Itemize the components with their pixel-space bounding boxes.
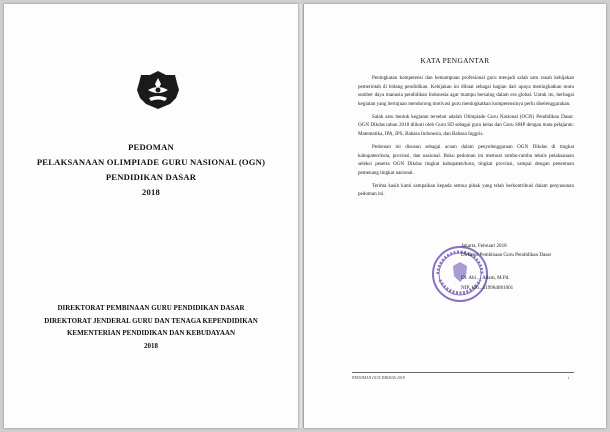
signer-nip: NIP. 196...519984081001 [461, 284, 514, 291]
cover-title-line: 2018 [142, 187, 160, 197]
preface-body [358, 74, 574, 203]
preface-paragraph: Pedoman ini disusun sebagai acuan dalam penyelenggaraan OGN Dikdas di tingkat kabupaten/kota, provinsi, dan nasional. Buku pedoman ini memuat rambu-rambu teknis pelaksanaan seleksi peserta OGN Dikdas tingkat kabupaten/kota, tingkat provinsi, sampai dengan penentuan pemenang tingkat nasional. [358, 143, 574, 176]
preface-page [304, 4, 606, 428]
publisher-line: 2018 [144, 341, 158, 350]
cover-page [4, 4, 298, 428]
preface-heading: KATA PENGANTAR [420, 56, 490, 65]
publisher-line: DIREKTORAT PEMBINAAN GURU PENDIDIKAN DASAR [57, 304, 245, 312]
cover-title-line: PEDOMAN [128, 142, 174, 152]
signature-block [461, 242, 571, 293]
preface-paragraph: Peningkatan kompetensi dan kemampuan profesional guru menjadi salah satu ranah kebijakan pemerintah di bidang pendidikan. Kebijakan ini dibuat sebagai bagian dari upaya meningkatkan mutu sumber daya manusia pendidikan Indonesia agar mampu bersaing dalam era global. Untuk itu, berbagai kegiatan yang bertujuan mendorong motivasi guru meningkatkan kompetensinya perlu diselenggarakan. [358, 75, 574, 107]
cover-publisher [4, 302, 298, 352]
cover-title [4, 140, 298, 200]
cover-title-line: PELAKSANAAN OLIMPIADE GURU NASIONAL (OGN) [36, 157, 266, 167]
preface-paragraph: Salah satu bentuk kegiatan tersebut adalah Olimpiade Guru Nasional (OGN) Pendidikan Dasar. OGN Dikdas tahun 2018 diikuti oleh Guru SD sebagai guru kelas dan Guru SMP dengan mata pelajaran: Matematika, IPA, IPS, Bahasa Indonesia, dan Bahasa Inggris. [358, 113, 574, 137]
cover-title-line: PENDIDIKAN DASAR [105, 172, 197, 182]
publisher-line: KEMENTERIAN PENDIDIKAN DAN KEBUDAYAAN [66, 329, 236, 337]
preface-paragraph: Terima kasih kami sampaikan kepada semua pihak yang telah berkontribusi dalam penyusunan pedoman ini. [358, 182, 574, 198]
footer-divider [352, 372, 574, 373]
signer-position: Direktur Pembinaan Guru Pendidikan Dasar [461, 252, 552, 259]
signer-name: Dr. Abi ... Adam, M.Pd. [461, 275, 510, 282]
running-footer: PEDOMAN OGN DIKDAS 2018 [352, 375, 405, 380]
page-number: i [568, 375, 570, 380]
place-date: Jakarta, Februari 2018 [461, 243, 507, 249]
publisher-line: DIREKTORAT JENDERAL GURU DAN TENAGA KEPENDIDIKAN [44, 316, 258, 325]
document-spread [4, 4, 606, 428]
tut-wuri-handayani-logo [136, 70, 180, 110]
